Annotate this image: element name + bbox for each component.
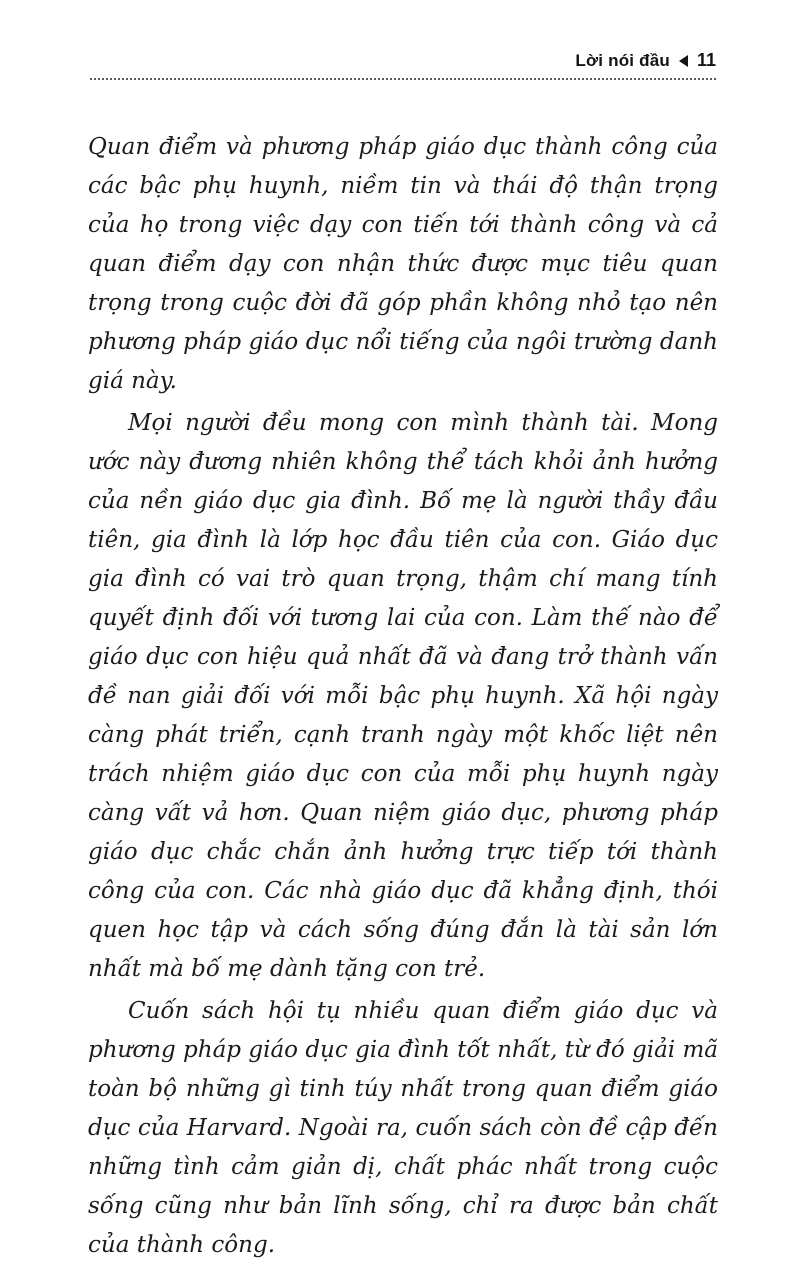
- paragraph-2: Mọi người đều mong con mình thành tài. Mong ước này đương nhiên không thể tách khỏi ảnh hưởng của nền giáo dục gia đình. Bố mẹ là người thầy đầu tiên, gia đình là lớp học đầu tiên của con. Giáo dục gia đình có vai trò quan trọng, thậm chí mang tính quyết định đối với tương lai của con. Làm thế nào để giáo dục con hiệu quả nhất đã và đang trở thành vấn đề nan giải đối với mỗi bậc phụ huynh. Xã hội ngày càng phát triển, cạnh tranh ngày một khốc liệt nên trách nhiệm giáo dục con của mỗi phụ huynh ngày càng vất vả hơn. Quan niệm giáo dục, phương pháp giáo dục chắc chắn ảnh hưởng trực tiếp tới thành công của con. Các nhà giáo dục đã khẳng định, thói quen học tập và cách sống đúng đắn là tài sản lớn nhất mà bố mẹ dành tặng con trẻ.: [88, 410, 718, 982]
- body-text: [88, 128, 718, 1267]
- page-number: 11: [696, 50, 716, 70]
- left-triangle-icon: [679, 55, 688, 67]
- chapter-title: Lời nói đầu: [575, 50, 670, 70]
- paragraph-3: Cuốn sách hội tụ nhiều quan điểm giáo dục và phương pháp giáo dục gia đình tốt nhất, từ đó giải mã toàn bộ những gì tinh túy nhất trong quan điểm giáo dục của Harvard. Ngoài ra, cuốn sách còn đề cập đến những tình cảm giản dị, chất phác nhất trong cuộc sống cũng như bản lĩnh sống, chỉ ra được bản chất của thành công.: [88, 998, 718, 1258]
- dotted-divider: [90, 66, 716, 80]
- paragraph-1: Quan điểm và phương pháp giáo dục thành công của các bậc phụ huynh, niềm tin và thái độ thận trọng của họ trong việc dạy con tiến tới thành công và cả quan điểm dạy con nhận thức được mục tiêu quan trọng trong cuộc đời đã góp phần không nhỏ tạo nên phương pháp giáo dục nổi tiếng của ngôi trường danh giá này.: [88, 134, 718, 394]
